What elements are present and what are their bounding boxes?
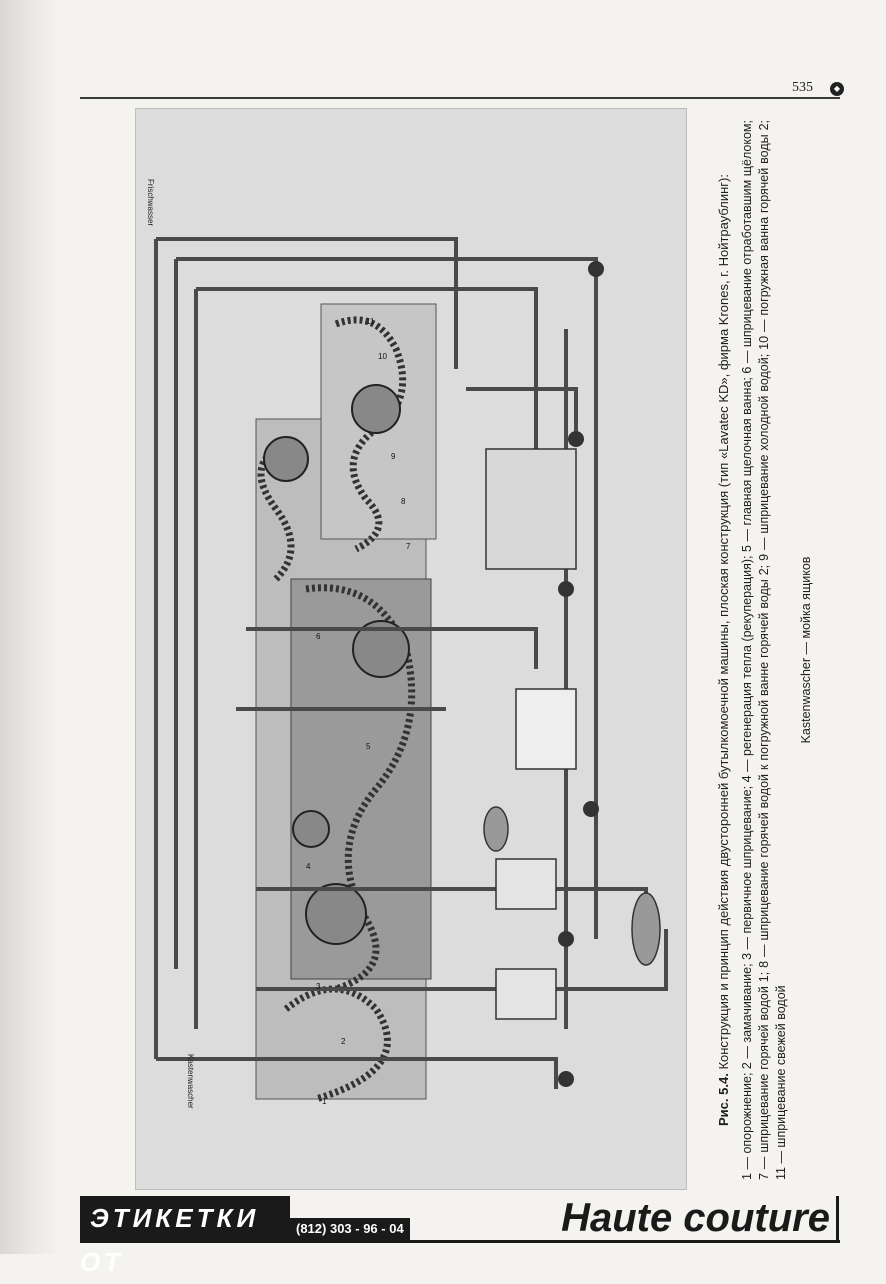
callout-number: 3 [316,982,321,991]
ad-phone: (812) 303 - 96 - 04 [290,1218,410,1240]
figure-diagram [135,108,687,1190]
callout-number: 2 [341,1037,346,1046]
kastenwascher-label: Kastenwascher [186,1054,195,1109]
callout-number: 5 [366,742,371,751]
caption-label: Рис. 5.4. [716,1073,731,1126]
ad-banner-right: Haute couture [561,1196,830,1240]
pump-icon [568,431,584,447]
callout-number: 8 [401,497,406,506]
sprocket-wheel [352,385,400,433]
heater-vessel [484,807,508,851]
pump-icon [583,801,599,817]
pump-icon [558,581,574,597]
frischwasser-label: Frischwasser [146,179,155,227]
pump-icon [558,931,574,947]
heater-vessel [632,893,660,965]
page-binding-shadow [0,0,60,1254]
caption-title: Конструкция и принцип действия двусторонней бутылкомоечной машины, плоская конструкция (тип «Lavatec KD», фирма Krones, г. Нойтраублинг): [716,174,731,1070]
caption-heading [715,120,733,1180]
ad-banner-left: ЭТИКЕТКИ ОТ [80,1196,290,1240]
heat-exchanger-unit [486,449,576,569]
callout-number: 10 [378,352,387,361]
caption-extra: Kastenwascher — мойка ящиков [799,556,813,744]
ad-bottom-rule [80,1240,840,1243]
caption-legend: 1 — опорожнение; 2 — замачивание; 3 — первичное шприцевание; 4 — регенерация тепла (рекуперация); 5 — главная щелочная ванна; 6 — шприцевание отработавшим щёлоком; 7 — шприцевание горячей водой 1; 8 — шприцевание горячей водой к погружной ванне горячей воды 2; 9 — шприцевание холодной водой; 10 — погружная ванна горячей воды 2; 11 — шприцевание свежей водой [740,120,788,1180]
callout-number: 1 [322,1097,327,1106]
callout-number: 7 [406,542,411,551]
sprocket-wheel [293,811,329,847]
machine-schematic [136,109,686,1189]
page-mark-icon: ◆ [830,82,844,96]
page-number: 535 [792,80,813,95]
callout-number: 6 [316,632,321,641]
pump-icon [588,261,604,277]
callout-number: 4 [306,862,311,871]
figure-caption [715,120,845,1180]
callout-number: 9 [391,452,396,461]
sprocket-wheel [306,884,366,944]
tank-unit [496,859,556,909]
filter-unit [516,689,576,769]
callout-number: 11 [366,317,375,326]
ad-vertical-bar [836,1196,839,1242]
sprocket-wheel [264,437,308,481]
header-rule [80,97,840,99]
tank-unit [496,969,556,1019]
pump-icon [558,1071,574,1087]
